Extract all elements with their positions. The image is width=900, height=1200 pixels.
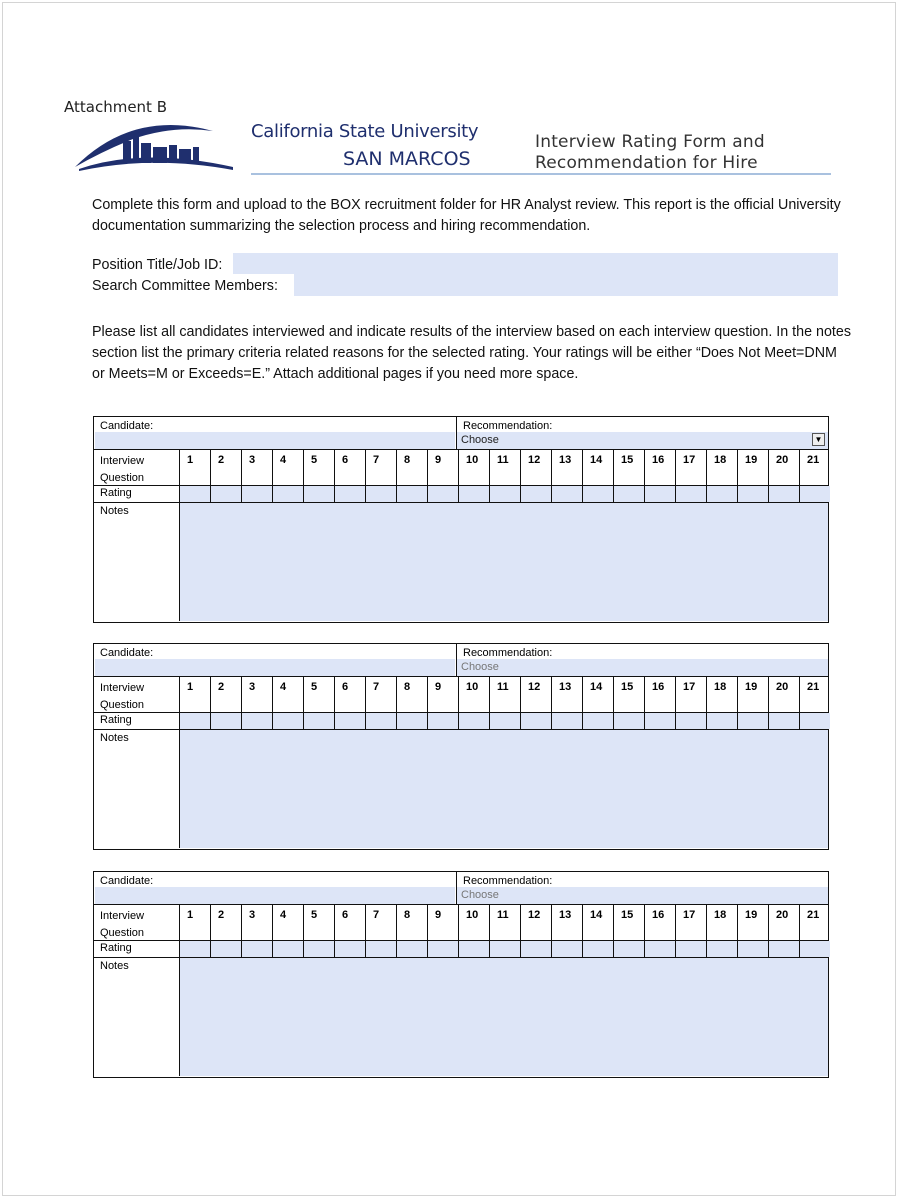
recommendation-label: Recommendation:	[463, 875, 553, 887]
rating-cell[interactable]	[272, 486, 303, 502]
rating-cell[interactable]	[179, 486, 210, 502]
rating-cell[interactable]	[551, 713, 582, 729]
question-number-cell	[613, 677, 644, 712]
attachment-label: Attachment B	[64, 98, 167, 116]
rating-cell[interactable]	[334, 486, 365, 502]
question-number-cell	[179, 905, 210, 940]
candidate-table	[93, 643, 829, 850]
recommendation-select[interactable]	[457, 432, 828, 449]
rating-cell[interactable]	[768, 713, 799, 729]
search-committee-label: Search Committee Members:	[92, 278, 278, 294]
question-number: 6	[342, 681, 349, 693]
interview-question-label	[100, 453, 170, 487]
question-number: 2	[218, 681, 225, 693]
question-number: 6	[342, 454, 349, 466]
question-number: 15	[621, 681, 634, 693]
recommendation-value: Choose	[461, 889, 499, 901]
question-number-cell	[334, 450, 365, 485]
question-number-cell	[644, 450, 675, 485]
chevron-down-icon[interactable]: ▼	[812, 433, 825, 446]
question-number-cell	[210, 905, 241, 940]
question-number-cell	[675, 450, 706, 485]
question-number-cell	[365, 450, 396, 485]
question-number-cell	[520, 905, 551, 940]
question-number-cell	[551, 677, 582, 712]
rating-cell[interactable]	[582, 486, 613, 502]
question-number-cell	[396, 450, 427, 485]
question-number-cell	[706, 905, 737, 940]
question-number: 8	[404, 454, 411, 466]
question-number: 19	[745, 909, 758, 921]
question-number-cell	[706, 677, 737, 712]
question-number-cell	[489, 905, 520, 940]
question-number: 12	[528, 681, 541, 693]
rating-cell[interactable]	[551, 941, 582, 957]
question-number-cell	[303, 905, 334, 940]
rating-cell[interactable]	[520, 486, 551, 502]
question-number-cell	[272, 677, 303, 712]
question-number-cell	[303, 677, 334, 712]
question-number-cell	[458, 905, 489, 940]
question-number-cell	[210, 677, 241, 712]
question-number: 12	[528, 454, 541, 466]
rating-cell[interactable]	[396, 486, 427, 502]
question-number: 14	[590, 909, 603, 921]
form-title	[535, 132, 765, 174]
question-number: 16	[652, 454, 665, 466]
question-number: 21	[807, 909, 820, 921]
question-number-cell	[179, 450, 210, 485]
rating-cell[interactable]	[644, 941, 675, 957]
question-number-cell	[427, 677, 458, 712]
question-number: 16	[652, 681, 665, 693]
question-number-cell	[737, 677, 768, 712]
question-number: 21	[807, 454, 820, 466]
question-number: 3	[249, 454, 256, 466]
interview-question-row	[94, 905, 828, 941]
rating-cell[interactable]	[737, 941, 768, 957]
question-number: 7	[373, 454, 380, 466]
rating-cell[interactable]	[427, 713, 458, 729]
rating-cell[interactable]	[613, 713, 644, 729]
recommendation-select[interactable]	[457, 887, 828, 904]
rating-cell[interactable]	[365, 941, 396, 957]
rating-cell[interactable]	[799, 941, 830, 957]
rating-cell[interactable]	[582, 941, 613, 957]
rating-cell[interactable]	[768, 486, 799, 502]
question-number: 7	[373, 909, 380, 921]
question-number: 1	[187, 454, 194, 466]
question-number-cell	[582, 677, 613, 712]
question-number-cell	[768, 677, 799, 712]
question-number-cell	[272, 450, 303, 485]
interview-question-label	[100, 680, 170, 714]
rating-cell[interactable]	[489, 941, 520, 957]
recommendation-select[interactable]	[457, 659, 828, 676]
question-number: 4	[280, 909, 287, 921]
notes-label: Notes	[100, 732, 129, 744]
candidate-name-field[interactable]	[95, 887, 455, 904]
question-number: 20	[776, 454, 789, 466]
question-number: 19	[745, 681, 758, 693]
rating-label: Rating	[100, 714, 132, 726]
candidate-header-row	[94, 872, 828, 905]
interview-question-label-line-2: Question	[100, 927, 145, 939]
question-number-cell	[737, 905, 768, 940]
university-campus: SAN MARCOS	[343, 148, 471, 170]
rating-row	[94, 486, 828, 503]
rating-label: Rating	[100, 942, 132, 954]
rating-cell[interactable]	[458, 486, 489, 502]
rating-row	[94, 941, 828, 958]
question-number-cell	[241, 450, 272, 485]
rating-cell[interactable]	[799, 713, 830, 729]
question-number-cell	[799, 677, 830, 712]
interview-question-row	[94, 677, 828, 713]
interview-question-label-line-1: Interview	[100, 910, 145, 922]
question-number-cell	[427, 450, 458, 485]
candidate-label: Candidate:	[100, 875, 154, 887]
question-number-cell	[241, 677, 272, 712]
question-number: 14	[590, 454, 603, 466]
question-number: 9	[435, 454, 442, 466]
rating-cell[interactable]	[303, 941, 334, 957]
intro-instructions: Complete this form and upload to the BOX recruitment folder for HR Analyst review. This report is the official University documentation summarizing the selection process and hiring recommendation.	[92, 197, 841, 234]
notes-label: Notes	[100, 960, 129, 972]
question-number-cell	[737, 450, 768, 485]
question-number-cell	[272, 905, 303, 940]
rating-cell[interactable]	[396, 941, 427, 957]
interview-question-label-line-2: Question	[100, 699, 145, 711]
question-number: 15	[621, 909, 634, 921]
candidate-table	[93, 416, 829, 623]
question-number: 17	[683, 681, 696, 693]
candidate-label: Candidate:	[100, 647, 154, 659]
notes-label: Notes	[100, 505, 129, 517]
rating-cell[interactable]	[365, 713, 396, 729]
question-number-cell	[489, 677, 520, 712]
rating-cell[interactable]	[427, 486, 458, 502]
question-number: 11	[497, 454, 509, 466]
question-number: 15	[621, 454, 634, 466]
interview-question-label-line-1: Interview	[100, 455, 145, 467]
candidate-name-field[interactable]	[95, 659, 455, 676]
form-title-line-1: Interview Rating Form and	[535, 132, 765, 152]
question-number-cell	[582, 905, 613, 940]
question-number-cell	[799, 450, 830, 485]
question-number: 9	[435, 909, 442, 921]
question-number-cell	[179, 677, 210, 712]
question-number-cell	[768, 450, 799, 485]
question-number: 8	[404, 909, 411, 921]
question-number: 6	[342, 909, 349, 921]
rating-cell[interactable]	[675, 941, 706, 957]
question-number: 11	[497, 681, 509, 693]
document-page	[2, 2, 896, 1196]
rating-row	[94, 713, 828, 730]
question-number-cell	[396, 677, 427, 712]
rating-cell[interactable]	[520, 713, 551, 729]
interview-question-label-line-2: Question	[100, 472, 145, 484]
rating-cell[interactable]	[241, 713, 272, 729]
question-number: 17	[683, 454, 696, 466]
question-number: 18	[714, 681, 727, 693]
university-name: California State University	[251, 121, 479, 142]
question-number-cell	[675, 905, 706, 940]
question-number-cell	[489, 450, 520, 485]
question-number: 5	[311, 681, 318, 693]
question-number: 4	[280, 454, 287, 466]
candidate-header-row	[94, 417, 828, 450]
rating-cell[interactable]	[303, 486, 334, 502]
search-committee-field[interactable]	[294, 274, 838, 296]
question-number: 5	[311, 454, 318, 466]
question-number: 1	[187, 681, 194, 693]
question-number-cell	[365, 905, 396, 940]
rating-cell[interactable]	[644, 713, 675, 729]
recommendation-label: Recommendation:	[463, 647, 553, 659]
rating-cell[interactable]	[179, 713, 210, 729]
question-number-cell	[520, 450, 551, 485]
notes-field[interactable]	[179, 503, 828, 621]
candidate-label: Candidate:	[100, 420, 154, 432]
question-number-cell	[458, 450, 489, 485]
rating-cell[interactable]	[241, 486, 272, 502]
interview-question-label	[100, 908, 170, 942]
question-number: 18	[714, 454, 727, 466]
interview-question-row	[94, 450, 828, 486]
question-number-cell	[706, 450, 737, 485]
question-number-cell	[613, 450, 644, 485]
question-number: 10	[466, 454, 479, 466]
rating-cell[interactable]	[551, 486, 582, 502]
rating-cell[interactable]	[396, 713, 427, 729]
question-number-cell	[458, 677, 489, 712]
question-number-cell	[520, 677, 551, 712]
rating-cell[interactable]	[737, 713, 768, 729]
rating-cell[interactable]	[241, 941, 272, 957]
recommendation-value: Choose	[461, 434, 499, 446]
question-number: 8	[404, 681, 411, 693]
rating-cell[interactable]	[334, 713, 365, 729]
position-title-field[interactable]	[233, 253, 838, 274]
notes-field[interactable]	[179, 958, 828, 1076]
question-number: 18	[714, 909, 727, 921]
question-number: 12	[528, 909, 541, 921]
rating-label: Rating	[100, 487, 132, 499]
rating-cell[interactable]	[272, 713, 303, 729]
rating-cell[interactable]	[210, 941, 241, 957]
question-number-cell	[334, 677, 365, 712]
rating-cell[interactable]	[272, 941, 303, 957]
question-number: 21	[807, 681, 820, 693]
recommendation-label: Recommendation:	[463, 420, 553, 432]
question-number: 17	[683, 909, 696, 921]
list-instructions: Please list all candidates interviewed and indicate results of the interview based on each interview question. In the notes section list the primary criteria related reasons for the selected rating. Your ratings will be either “Does Not Meet=DNM or Meets=M or Exceeds=E.” Attach additional pages if you need more space.	[92, 324, 851, 382]
university-logo	[73, 117, 238, 173]
question-number: 14	[590, 681, 603, 693]
recommendation-value: Choose	[461, 661, 499, 673]
rating-cell[interactable]	[179, 941, 210, 957]
form-title-line-2: Recommendation for Hire	[535, 153, 758, 173]
question-number-cell	[644, 905, 675, 940]
question-number-cell	[210, 450, 241, 485]
question-number: 7	[373, 681, 380, 693]
rating-cell[interactable]	[799, 486, 830, 502]
rating-cell[interactable]	[644, 486, 675, 502]
rating-cell[interactable]	[737, 486, 768, 502]
rating-cell[interactable]	[365, 486, 396, 502]
rating-cell[interactable]	[582, 713, 613, 729]
question-number-cell	[396, 905, 427, 940]
rating-cell[interactable]	[675, 713, 706, 729]
rating-cell[interactable]	[613, 486, 644, 502]
rating-cell[interactable]	[427, 941, 458, 957]
rating-cell[interactable]	[489, 486, 520, 502]
rating-cell[interactable]	[706, 486, 737, 502]
question-number-cell	[551, 450, 582, 485]
question-number-cell	[334, 905, 365, 940]
candidate-header-row	[94, 644, 828, 677]
question-number: 3	[249, 909, 256, 921]
interview-question-label-line-1: Interview	[100, 682, 145, 694]
rating-cell[interactable]	[489, 713, 520, 729]
rating-cell[interactable]	[210, 486, 241, 502]
rating-cell[interactable]	[334, 941, 365, 957]
question-number: 13	[559, 681, 572, 693]
question-number: 16	[652, 909, 665, 921]
question-number: 10	[466, 681, 479, 693]
question-number-cell	[303, 450, 334, 485]
question-number: 9	[435, 681, 442, 693]
question-number: 2	[218, 454, 225, 466]
question-number: 20	[776, 681, 789, 693]
rating-cell[interactable]	[768, 941, 799, 957]
question-number: 3	[249, 681, 256, 693]
rating-cell[interactable]	[303, 713, 334, 729]
question-number: 13	[559, 909, 572, 921]
question-number: 4	[280, 681, 287, 693]
rating-cell[interactable]	[458, 713, 489, 729]
question-number: 19	[745, 454, 758, 466]
question-number-cell	[241, 905, 272, 940]
question-number: 1	[187, 909, 194, 921]
question-number-cell	[768, 905, 799, 940]
rating-cell[interactable]	[706, 941, 737, 957]
question-number-cell	[551, 905, 582, 940]
question-number-cell	[613, 905, 644, 940]
rating-cell[interactable]	[675, 486, 706, 502]
question-number-cell	[799, 905, 830, 940]
position-title-label: Position Title/Job ID:	[92, 257, 223, 273]
rating-cell[interactable]	[706, 713, 737, 729]
question-number: 10	[466, 909, 479, 921]
question-number: 2	[218, 909, 225, 921]
question-number-cell	[582, 450, 613, 485]
question-number: 5	[311, 909, 318, 921]
question-number: 13	[559, 454, 572, 466]
rating-cell[interactable]	[458, 941, 489, 957]
question-number-cell	[675, 677, 706, 712]
candidate-table	[93, 871, 829, 1078]
question-number-cell	[644, 677, 675, 712]
rating-cell[interactable]	[613, 941, 644, 957]
question-number-cell	[427, 905, 458, 940]
rating-cell[interactable]	[210, 713, 241, 729]
candidate-name-field[interactable]	[95, 432, 455, 449]
question-number: 11	[497, 909, 509, 921]
rating-cell[interactable]	[520, 941, 551, 957]
question-number-cell	[365, 677, 396, 712]
notes-field[interactable]	[179, 730, 828, 848]
question-number: 20	[776, 909, 789, 921]
